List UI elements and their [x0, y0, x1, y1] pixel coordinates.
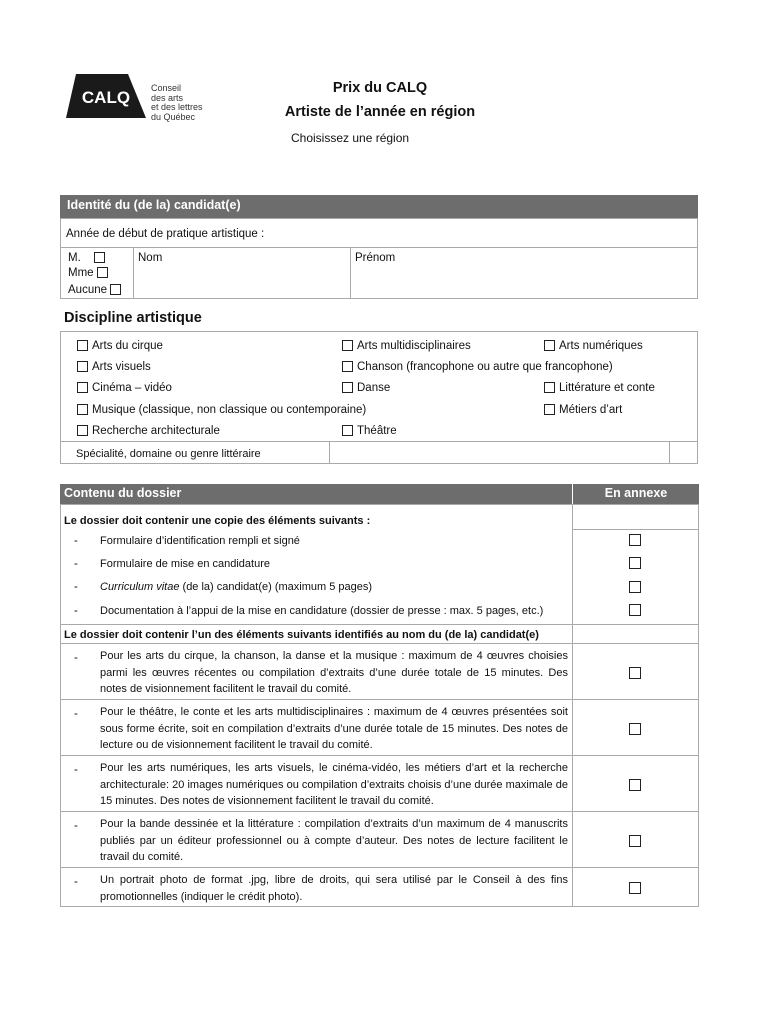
checkbox	[77, 404, 88, 415]
region-select[interactable]: Choisissez une région	[291, 131, 410, 145]
bullet: -	[74, 605, 78, 617]
requirement-performing-arts: Pour les arts du cirque, la chanson, la danse et la musique : maximum de 4 œuvres choisies parmi les œuvres récentes ou compilation d’extraits d’une durée totale de 15 minutes. Des notes de visionnement facilitent le travail du comité.	[100, 650, 568, 695]
must-one-label: Le dossier doit contenir l’un des éléments suivants identifiés au nom du (de la) candidat(e)	[64, 629, 539, 641]
annex-checkbox-identification[interactable]	[629, 534, 641, 546]
bullet: -	[74, 764, 78, 776]
discipline-arts-du-cirque[interactable]: Arts du cirque	[77, 339, 163, 354]
discipline-cinema-video[interactable]: Cinéma – vidéo	[77, 381, 172, 396]
checkbox	[544, 404, 555, 415]
logo-wordmark: CALQ	[81, 88, 131, 107]
discipline-arts-numeriques[interactable]: Arts numériques	[544, 339, 643, 354]
requirement-theatre: Pour le théâtre, le conte et les arts multidisciplinaires : maximum de 4 œuvres présentées soit sous forme écrite, soit en compilation d’extraits d’une durée totale de 15 minutes. Des notes de lecture ou de visionnement facilitent le travail du comité.	[100, 706, 568, 751]
title-option-m[interactable]: M.	[68, 251, 109, 266]
bullet: -	[74, 708, 78, 720]
bullet: -	[74, 535, 78, 547]
discipline-theatre[interactable]: Théâtre	[342, 424, 397, 439]
annex-heading: En annexe	[573, 484, 699, 504]
checkbox	[342, 382, 353, 393]
bullet: -	[74, 876, 78, 888]
logo-caption: Conseil des arts et des lettres du Québec	[151, 83, 203, 122]
requirement-nomination-form: Formulaire de mise en candidature	[100, 558, 270, 570]
annex-checkbox-nomination[interactable]	[629, 557, 641, 569]
checkbox-mme	[97, 267, 108, 278]
start-year-label: Année de début de pratique artistique :	[66, 228, 265, 240]
bullet: -	[74, 581, 78, 593]
requirement-cv: Curriculum vitae (de la) candidat(e) (maximum 5 pages)	[100, 581, 373, 593]
annex-checkbox-visual-arts[interactable]	[629, 779, 641, 791]
calq-logo	[66, 74, 146, 118]
discipline-chanson[interactable]: Chanson (francophone ou autre que francophone)	[342, 360, 613, 375]
checkbox	[544, 340, 555, 351]
annex-checkbox-theatre[interactable]	[629, 723, 641, 735]
requirement-documentation: Documentation à l’appui de la mise en candidature (dossier de presse : max. 5 pages, etc.)	[100, 605, 544, 617]
identity-heading: Identité du (de la) candidat(e)	[60, 195, 698, 218]
bullet: -	[74, 820, 78, 832]
must-all-label: Le dossier doit contenir une copie des éléments suivants :	[64, 515, 371, 527]
dossier-heading: Contenu du dossier	[60, 484, 572, 504]
checkbox	[342, 361, 353, 372]
checkbox-m	[94, 252, 105, 263]
checkbox	[77, 361, 88, 372]
checkbox	[77, 382, 88, 393]
firstname-label: Prénom	[355, 252, 396, 264]
discipline-heading: Discipline artistique	[64, 310, 202, 326]
bullet: -	[74, 652, 78, 664]
annex-checkbox-documentation[interactable]	[629, 604, 641, 616]
discipline-danse[interactable]: Danse	[342, 381, 390, 396]
requirement-identification-form: Formulaire d’identification rempli et signé	[100, 535, 300, 547]
discipline-litterature-conte[interactable]: Littérature et conte	[544, 381, 655, 396]
specialty-label: Spécialité, domaine ou genre littéraire	[76, 448, 261, 460]
discipline-recherche-architecturale[interactable]: Recherche architecturale	[77, 424, 220, 439]
checkbox	[544, 382, 555, 393]
requirement-literature: Pour la bande dessinée et la littérature : compilation d’extraits d’un maximum de 4 manuscrits publiés par un éditeur professionnel ou à compte d’auteur. Des notes de lecture facilitent le travail du comité.	[100, 818, 568, 863]
checkbox	[342, 340, 353, 351]
requirement-visual-arts: Pour les arts numériques, les arts visuels, le cinéma-vidéo, les métiers d’art et la recherche architecturale: 20 images numériques ou compilation d’extraits choisis d’une durée maximale de 15 minutes. Des notes de visionnement facilitent le travail du comité.	[100, 762, 568, 807]
annex-checkbox-cv[interactable]	[629, 581, 641, 593]
checkbox	[77, 340, 88, 351]
discipline-metiers-art[interactable]: Métiers d’art	[544, 403, 622, 418]
discipline-musique[interactable]: Musique (classique, non classique ou contemporaine)	[77, 403, 366, 418]
checkbox	[77, 425, 88, 436]
discipline-arts-multidisciplinaires[interactable]: Arts multidisciplinaires	[342, 339, 471, 354]
annex-checkbox-performing-arts[interactable]	[629, 667, 641, 679]
title-option-aucune[interactable]: Aucune	[68, 283, 125, 298]
checkbox	[342, 425, 353, 436]
discipline-arts-visuels[interactable]: Arts visuels	[77, 360, 151, 375]
name-label: Nom	[138, 252, 163, 264]
bullet: -	[74, 558, 78, 570]
annex-checkbox-literature[interactable]	[629, 835, 641, 847]
checkbox-aucune	[110, 284, 121, 295]
requirement-portrait: Un portrait photo de format .jpg, libre de droits, qui sera utilisé par le Conseil à des fins promotionnelles (indiquer le crédit photo).	[100, 874, 568, 903]
annex-checkbox-portrait[interactable]	[629, 882, 641, 894]
title-line-2: Artiste de l’année en région	[284, 104, 476, 120]
title-line-1: Prix du CALQ	[332, 80, 428, 96]
title-option-mme[interactable]: Mme	[68, 266, 112, 281]
